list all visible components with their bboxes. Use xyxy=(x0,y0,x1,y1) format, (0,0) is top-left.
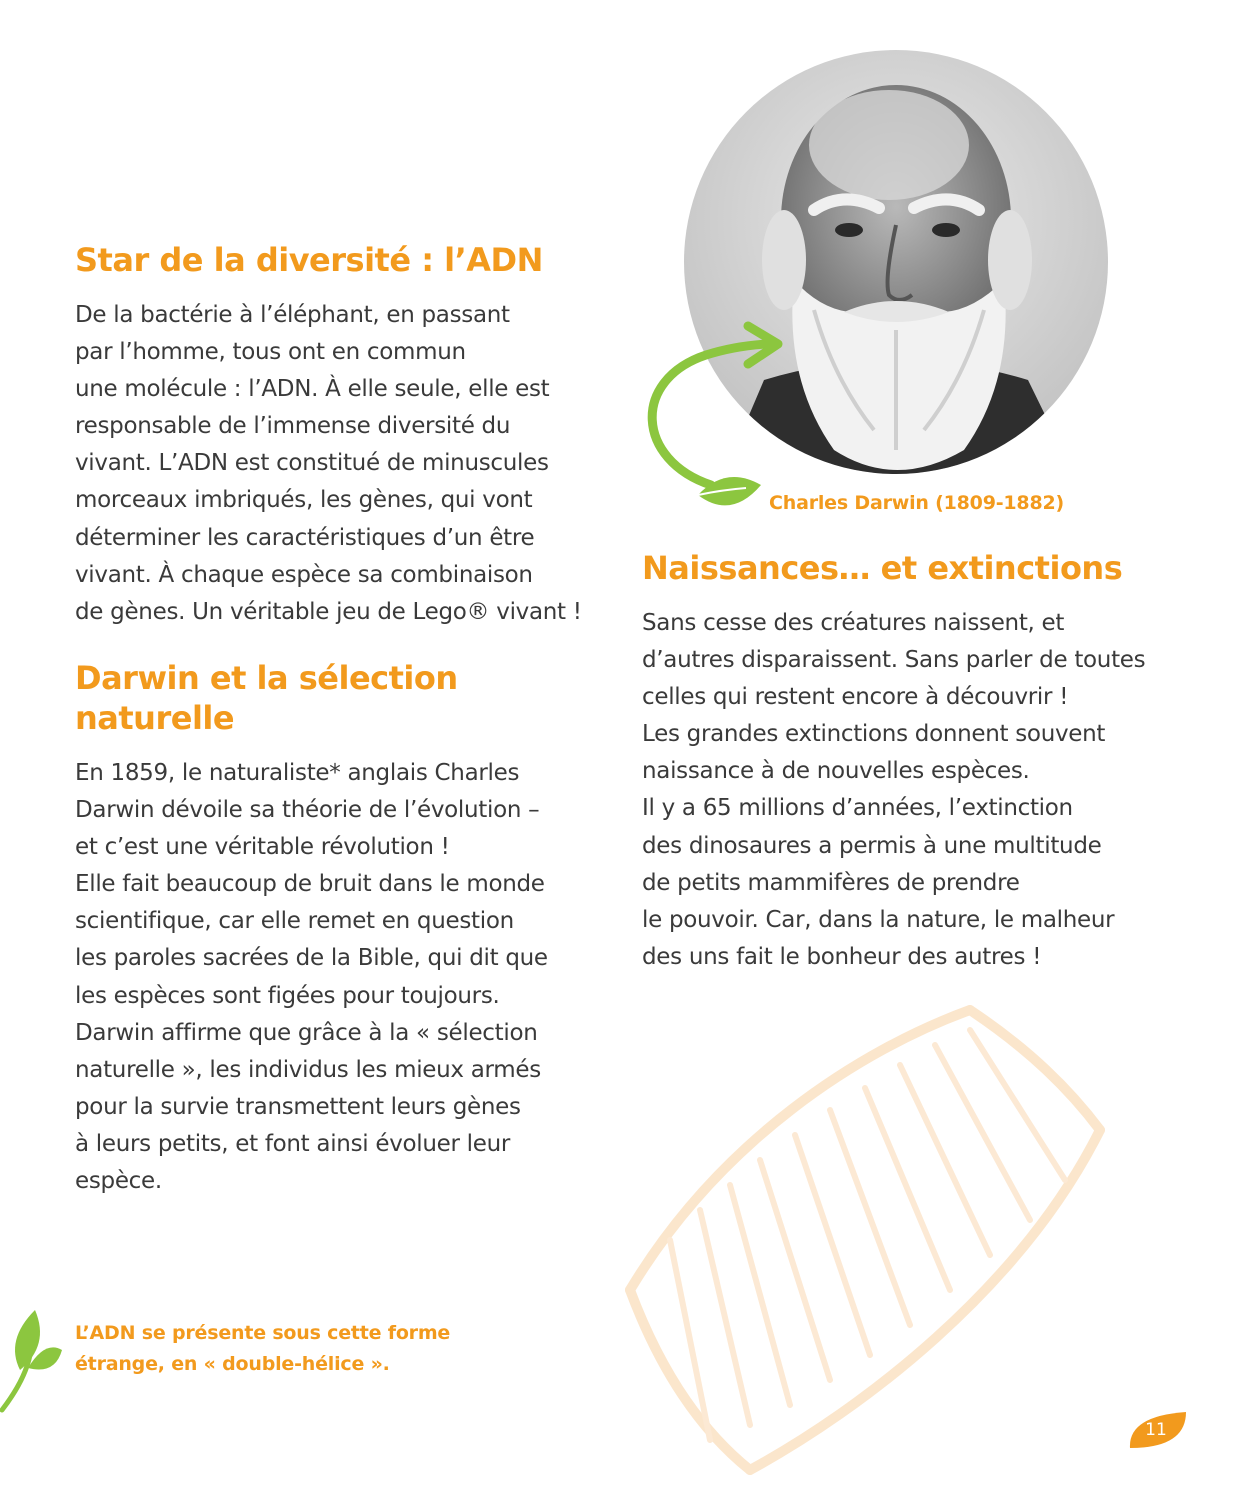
text-line: Darwin dévoile sa théorie de l’évolution – xyxy=(75,797,540,824)
text-line: vivant. L’ADN est constitué de minuscules xyxy=(75,450,549,477)
text-line: à leurs petits, et font ainsi évoluer leur xyxy=(75,1130,511,1157)
text-line: les espèces sont figées pour toujours. xyxy=(75,982,500,1009)
dna-caption xyxy=(75,1318,450,1380)
text-line: le pouvoir. Car, dans la nature, le malheur xyxy=(642,906,1115,933)
paragraph-darwin xyxy=(75,755,548,1200)
section-heading-darwin xyxy=(75,658,458,738)
dna-helix-illustration xyxy=(600,990,1120,1480)
text-line: les paroles sacrées de la Bible, qui dit que xyxy=(75,945,548,972)
text-line: celles qui restent encore à découvrir ! xyxy=(642,684,1069,711)
text-line: De la bactérie à l’éléphant, en passant xyxy=(75,302,510,328)
text-line: Les grandes extinctions donnent souvent xyxy=(642,721,1106,748)
text-line: naissance à de nouvelles espèces. xyxy=(642,758,1030,785)
heading-line: naturelle xyxy=(75,699,235,737)
text-line: pour la survie transmettent leurs gènes xyxy=(75,1093,521,1120)
text-line: déterminer les caractéristiques d’un être xyxy=(75,524,535,551)
caption-line: étrange, en « double-hélice ». xyxy=(75,1353,390,1375)
text-line: naturelle », les individus les mieux armés xyxy=(75,1056,541,1083)
caption-line: L’ADN se présente sous cette forme xyxy=(75,1322,451,1344)
text-line: Darwin affirme que grâce à la « sélection xyxy=(75,1019,538,1046)
text-line: Elle fait beaucoup de bruit dans le monde xyxy=(75,871,545,898)
section-heading-adn: Star de la diversité : l’ADN xyxy=(75,241,543,279)
text-line: de petits mammifères de prendre xyxy=(642,869,1020,896)
text-line: des dinosaures a permis à une multitude xyxy=(642,832,1102,859)
text-line: et c’est une véritable révolution ! xyxy=(75,834,450,861)
paragraph-adn xyxy=(75,297,582,631)
text-line: vivant. À chaque espèce sa combinaison xyxy=(75,561,533,588)
text-line: d’autres disparaissent. Sans parler de toutes xyxy=(642,647,1146,674)
section-heading-extinctions: Naissances… et extinctions xyxy=(642,549,1123,587)
text-line: espèce. xyxy=(75,1168,162,1195)
text-line: Il y a 65 millions d’années, l’extinction xyxy=(642,795,1073,822)
text-line: morceaux imbriqués, les gènes, qui vont xyxy=(75,487,533,514)
text-line: responsable de l’immense diversité du xyxy=(75,413,511,440)
text-line: Sans cesse des créatures naissent, et xyxy=(642,610,1065,636)
heading-line: Darwin et la sélection xyxy=(75,659,458,697)
paragraph-extinctions xyxy=(642,605,1145,976)
portrait-caption: Charles Darwin (1809-1882) xyxy=(769,492,1064,514)
text-line: scientifique, car elle remet en question xyxy=(75,908,514,935)
text-line: par l’homme, tous ont en commun xyxy=(75,339,466,366)
text-line: de gènes. Un véritable jeu de Lego® vivant ! xyxy=(75,598,582,625)
page-number: 11 xyxy=(1145,1420,1167,1440)
text-line: une molécule : l’ADN. À elle seule, elle est xyxy=(75,376,550,403)
text-line: En 1859, le naturaliste* anglais Charles xyxy=(75,760,520,786)
text-line: des uns fait le bonheur des autres ! xyxy=(642,943,1042,970)
leaf-icon xyxy=(0,1300,70,1420)
